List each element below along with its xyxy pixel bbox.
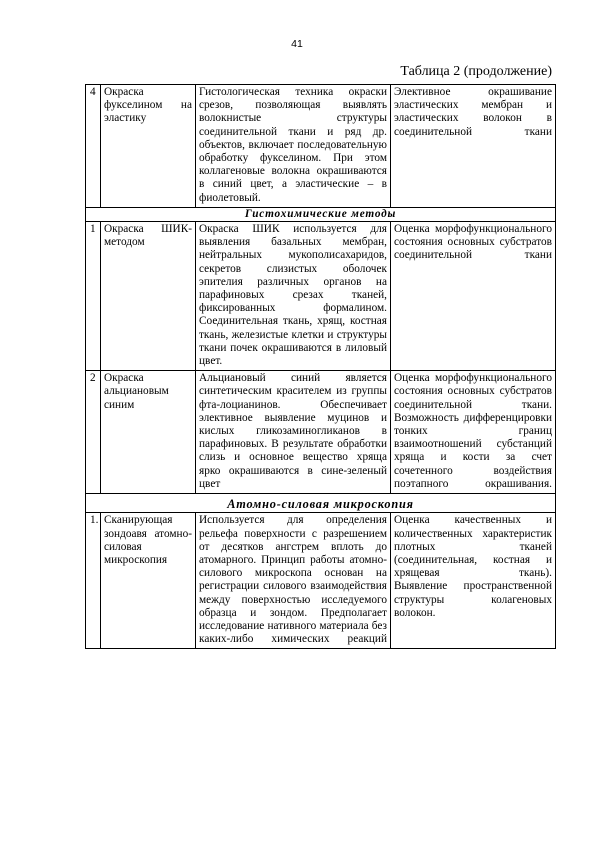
- purpose-paragraph: Оценка морфофункционального состояния основных субстратов соединительной ткани.: [394, 372, 552, 411]
- method-description: Альциановый синий является синтетическим красителем из группы фта-лоцианинов. Обеспечивает элективное выявление муцинов и кислых гликозаминогликанов в парафиновых. В результате обработки слизь и основное вещество хряща ярко окрашиваются в сине-зеленый цвет: [196, 371, 391, 494]
- purpose-paragraph: Оценка качественных и количественных характеристик плотных тканей (соединительная, костная и хрящевая ткань).: [394, 514, 552, 580]
- method-purpose: [391, 371, 556, 494]
- method-description: Окраска ШИК используется для выявления базальных мембран, нейтральных мукополисахаридов, секретов слизистых оболочек эпителия различных органов на парафиновых срезах тканей, фиксированных формалином. Соединительная ткань, хрящ, костная ткань, железистые клетки и структуры ткани почек окрашиваются в лиловый цвет.: [196, 222, 391, 371]
- methods-table: [85, 84, 556, 649]
- table-row: [86, 85, 556, 208]
- purpose-paragraph: Возможность дифференцировки тонких границ взаимоотношений субстанций хряща и кости за счет сочетенного воздействия поэтапного окрашивания.: [394, 411, 552, 490]
- method-name: Окраска ШИК-методом: [101, 222, 196, 371]
- row-number: 1.: [86, 513, 101, 649]
- method-name: Сканирующая зондоавя атомно-силовая микроскопия: [101, 513, 196, 649]
- table-row: [86, 222, 556, 371]
- method-name: Окраска альциановым синим: [101, 371, 196, 494]
- method-description: Используется для определения рельефа поверхности с разрешением от десятков ангстрем вплоть до атомарного. Принцип работы атомно-силового микроскопа основан на регистрации силового взаимодействия между поверхностью исследуемого образца и зондом. Предполагает исследование нативного материала без каких-либо химических реакций: [196, 513, 391, 649]
- purpose-paragraph: Выявление пространственной структуры колагеновых волокон.: [394, 580, 552, 619]
- section-header-row: [86, 207, 556, 221]
- method-description: Гистологическая техника окраски срезов, позволяющая выявлять волокнистые структуры соединительной ткани и ряд др. объектов, включает последовательную обработку фукселином. При этом коллагеновые волокна окрашиваются в синий цвет, а эластические – в фиолетовый.: [196, 85, 391, 208]
- method-purpose: [391, 513, 556, 649]
- section-header-row: [86, 494, 556, 513]
- section-title-histochemistry: Гистохимические методы: [86, 207, 556, 221]
- table-caption: Таблица 2 (продолжение): [400, 64, 552, 79]
- row-number: 2: [86, 371, 101, 494]
- table-row: [86, 513, 556, 649]
- row-number: 4: [86, 85, 101, 208]
- method-name: Окраска фукселином на эластику: [101, 85, 196, 208]
- method-purpose: Элективное окрашивание эластических мембран и эластических волокон в соединительной ткани: [391, 85, 556, 208]
- page-number: 41: [291, 38, 303, 50]
- table-row: [86, 371, 556, 494]
- row-number: 1: [86, 222, 101, 371]
- section-title-afm: Атомно-силовая микроскопия: [86, 494, 556, 513]
- method-purpose: Оценка морфофункционального состояния основных субстратов соединительной ткани: [391, 222, 556, 371]
